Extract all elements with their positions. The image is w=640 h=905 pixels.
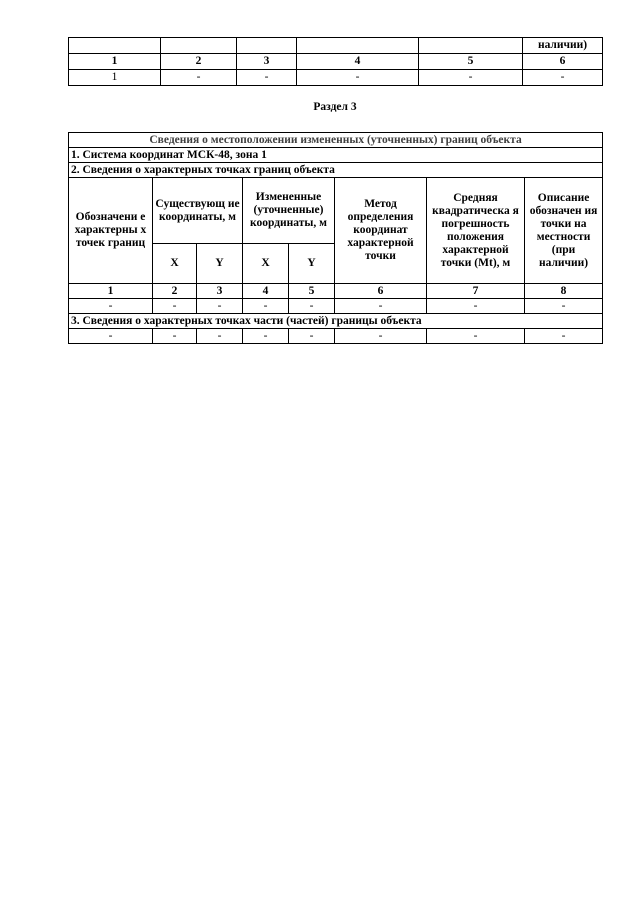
boundary-table	[68, 132, 603, 344]
table-row	[69, 299, 603, 314]
header-error: Средняя квадратическа я погрешность положения характерной точки (Mt), м	[427, 178, 525, 284]
table-cell: -	[153, 329, 197, 344]
table-cell: -	[243, 329, 289, 344]
header-description: Описание обозначен ия точки на местности (при наличии)	[525, 178, 603, 284]
subtitle-points: 2. Сведения о характерных точках границ объекта	[69, 163, 603, 178]
header-row	[69, 178, 603, 244]
table-cell: 8	[525, 284, 603, 299]
continuation-table	[68, 37, 603, 86]
table-row	[69, 70, 603, 86]
header-y: Y	[197, 244, 243, 284]
table-row	[69, 38, 603, 54]
table-cell: 1	[69, 284, 153, 299]
table-cell: -	[197, 329, 243, 344]
table-cell: -	[525, 329, 603, 344]
column-number-row	[69, 284, 603, 299]
table-cell: 3	[197, 284, 243, 299]
table-cell: -	[419, 70, 523, 86]
table-row	[69, 329, 603, 344]
header-y: Y	[289, 244, 335, 284]
table-cell: -	[69, 299, 153, 314]
table-cell: 6	[523, 54, 603, 70]
table-title-row	[69, 133, 603, 148]
coord-system-label: 1. Система координат МСК-48, зона 1	[69, 148, 603, 163]
section-title: Раздел 3	[313, 101, 357, 113]
header-changed-coords: Измененные (уточненные) координаты, м	[243, 178, 335, 244]
header-existing-coords: Существующ ие координаты, м	[153, 178, 243, 244]
table-cell: -	[197, 299, 243, 314]
table-cell: 6	[335, 284, 427, 299]
table-cell: 7	[427, 284, 525, 299]
table-cell: -	[153, 299, 197, 314]
table-cell: -	[427, 299, 525, 314]
table-cell: 2	[161, 54, 237, 70]
table-cell: -	[427, 329, 525, 344]
table-cell: -	[335, 329, 427, 344]
table-cell: -	[69, 329, 153, 344]
header-x: X	[153, 244, 197, 284]
table-cell: 4	[243, 284, 289, 299]
table-cell: -	[297, 70, 419, 86]
table-cell: -	[243, 299, 289, 314]
table-cell: 5	[289, 284, 335, 299]
continuation-cell: наличии)	[523, 38, 603, 54]
subtitle-row	[69, 314, 603, 329]
table-cell: -	[161, 70, 237, 86]
subtitle-row	[69, 163, 603, 178]
table-cell: 5	[419, 54, 523, 70]
table-cell: 1	[69, 70, 161, 86]
table-cell: 4	[297, 54, 419, 70]
header-x: X	[243, 244, 289, 284]
table-cell: -	[289, 299, 335, 314]
table-cell: 1	[69, 54, 161, 70]
header-method: Метод определения координат характерной точки	[335, 178, 427, 284]
table-cell: 2	[153, 284, 197, 299]
header-point-designation: Обозначени е характерны х точек границ	[69, 178, 153, 284]
table-cell: -	[237, 70, 297, 86]
coord-system-row	[69, 148, 603, 163]
table-title: Сведения о местоположении измененных (уточненных) границ объекта	[69, 133, 603, 148]
table-cell: -	[335, 299, 427, 314]
column-number-row	[69, 54, 603, 70]
table-cell: -	[289, 329, 335, 344]
table-cell: 3	[237, 54, 297, 70]
subtitle-part-points: 3. Сведения о характерных точках части (частей) границы объекта	[69, 314, 603, 329]
table-cell: -	[523, 70, 603, 86]
table-cell: -	[525, 299, 603, 314]
